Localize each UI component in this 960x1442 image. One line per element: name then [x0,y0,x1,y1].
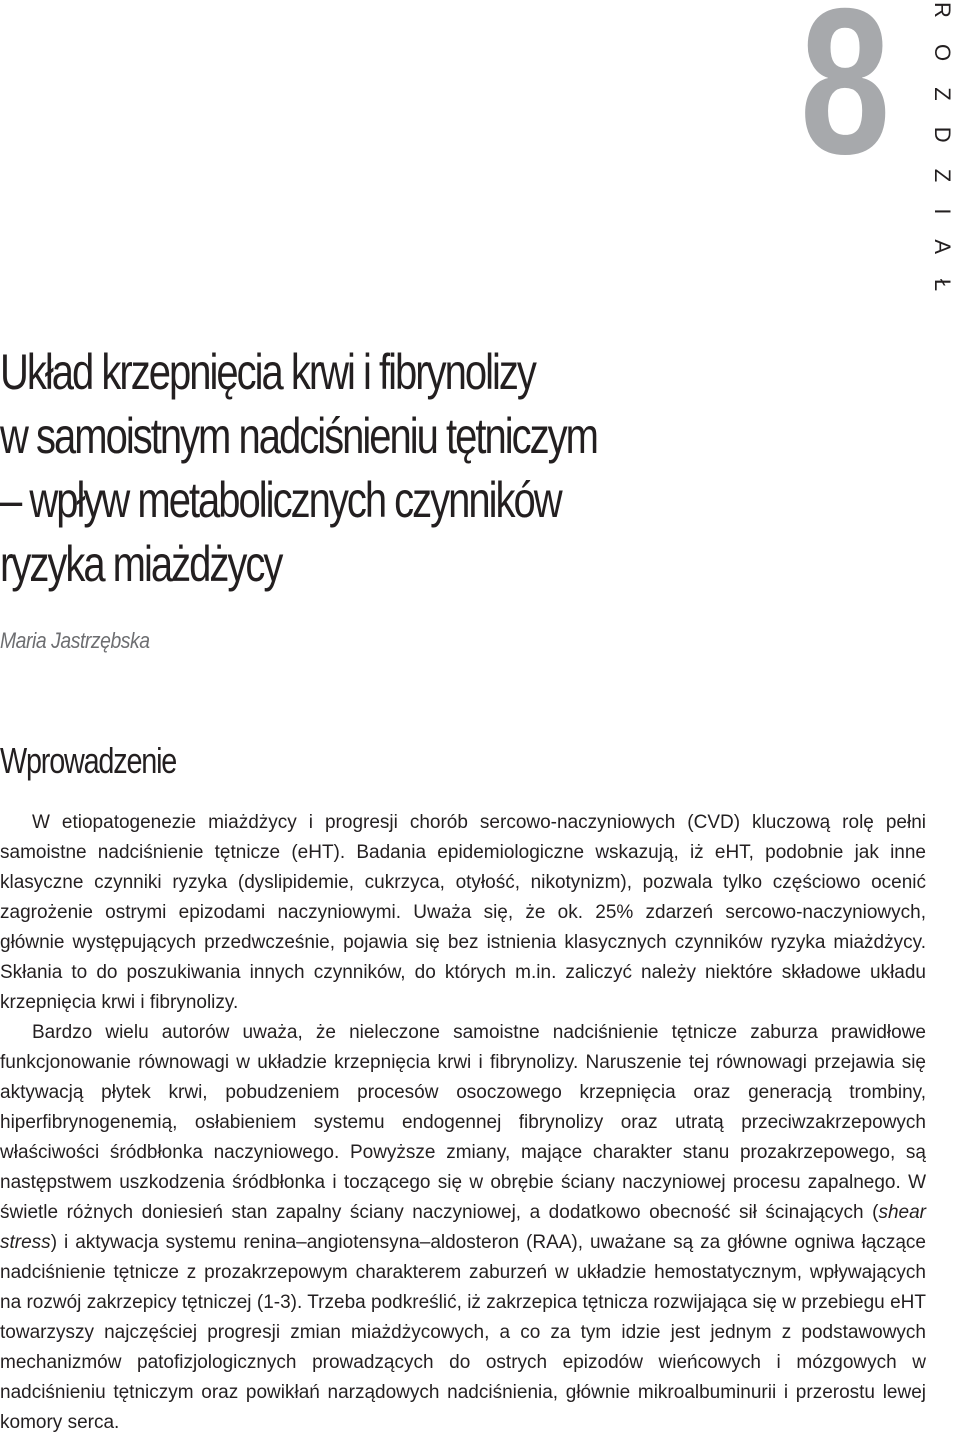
title-line: w samoistnym nadciśnieniu tętniczym [0,408,597,464]
section-heading: Wprowadzenie [0,740,177,781]
chapter-label: R O Z D Z I A Ł [930,2,955,302]
title-line: ryzyka miażdżycy [0,536,282,592]
paragraph-text: ) i aktywacja systemu renina–angiotensyna–aldosteron (RAA), uważane są za główne ogniwa łączące nadciśnienie tętnicze z prozakrzepowym charakterem zaburzeń w układzie hemostatycznym, wpływających na rozwój zakrzepicy tętniczej (1-3). Trzeba podkreślić, iż zakrzepica tętnicza rozwijająca się w przebiegu eHT towarzyszy najczęściej progresji zmian miażdżycowych, a co za tym idzie jest jednym z podstawowych mechanizmów patofizjologicznych prowadzących do ostrych epizodów wieńcowych i mózgowych w nadciśnieniu tętniczym oraz powikłań narządowych nadciśnienia, głównie mikroalbuminurii i przerostu lewej komory serca. [0,1232,926,1433]
italic-term: shear stress [0,1202,926,1253]
chapter-number: 8 [800,0,886,198]
author-name: Maria Jastrzębska [0,628,150,653]
title-line: Układ krzepnięcia krwi i fibrynolizy [0,344,535,400]
chapter-title [0,340,900,596]
paragraph-text: Bardzo wielu autorów uważa, że nieleczone samoistne nadciśnienie tętnicze zaburza prawidłowe funkcjonowanie równowagi w układzie krzepnięcia krwi i fibrynolizy. Naruszenie tej równowagi przejawia się aktywacją płytek krwi, pobudzeniem procesów osoczowego krzepnięcia oraz generacją trombiny, hiperfibrynogenemią, osłabieniem systemu endogennej fibrynolizy oraz utratą przeciwzakrzepowych właściwości śródbłonka naczyniowego. Powyższe zmiany, mające charakter stanu prozakrzepowego, są następstwem uszkodzenia śródbłonka i toczącego się w obrębie ściany naczyniowej procesu zapalnego. W świetle różnych doniesień stan zapalny ściany naczyniowej, a dodatkowo obecność sił ścinających ( [0,1022,926,1223]
paragraph: W etiopatogenezie miażdżycy i progresji chorób sercowo-naczyniowych (CVD) kluczową rolę pełni samoistne nadciśnienie tętnicze (eHT). Badania epidemiologiczne wskazują, iż eHT, podobnie jak inne klasyczne czynniki ryzyka (dyslipidemie, cukrzyca, otyłość, nikotynizm), pozwala tylko częściowo ocenić zagrożenie ostrymi epizodami naczyniowymi. Uważa się, że ok. 25% zdarzeń sercowo-naczyniowych, głównie występujących przedwcześnie, pojawia się bez istnienia klasycznych czynników ryzyka miażdżycy. Skłania to do poszukiwania innych czynników, do których m.in. zaliczyć należy niektóre składowe układu krzepnięcia krwi i fibrynolizy. [0,812,926,1013]
body-text [0,808,926,1438]
paragraph [0,1018,926,1438]
title-line: – wpływ metabolicznych czynników [0,472,561,528]
